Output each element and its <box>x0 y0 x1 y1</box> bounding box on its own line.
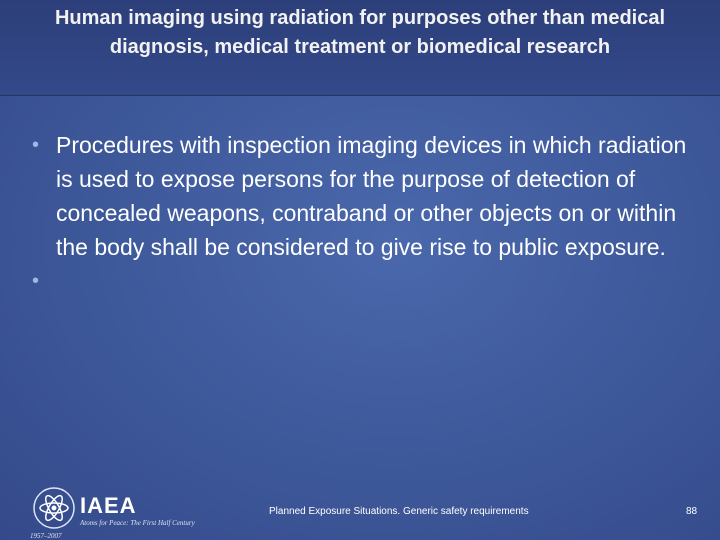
logo-years: 1957–2007 <box>30 532 62 540</box>
footer <box>0 478 720 540</box>
title-bar <box>0 0 720 96</box>
page-number: 88 <box>686 506 698 517</box>
bullet-text: Procedures with inspection imaging devices in which radiation is used to expose persons for the purpose of detection of concealed weapons, contraband or other objects on or within the body shall be considered to give rise to public exposure. <box>56 132 687 260</box>
logo-name: IAEA <box>80 493 137 518</box>
bullet-list <box>32 128 702 298</box>
logo-tagline: Atoms for Peace: The First Half Century <box>80 519 195 527</box>
bullet-item-empty <box>32 264 702 298</box>
iaea-logo <box>30 484 195 540</box>
bullet-dot-icon: • <box>32 134 40 156</box>
slide-title: Human imaging using radiation for purposes other than medical diagnosis, medical treatment or biomedical research <box>54 7 666 58</box>
bullet-item <box>32 128 702 264</box>
bullet-dot-icon: • <box>32 270 40 292</box>
atom-emblem-icon <box>32 486 76 530</box>
footer-caption: Planned Exposure Situations. Generic safety requirements <box>269 506 529 517</box>
